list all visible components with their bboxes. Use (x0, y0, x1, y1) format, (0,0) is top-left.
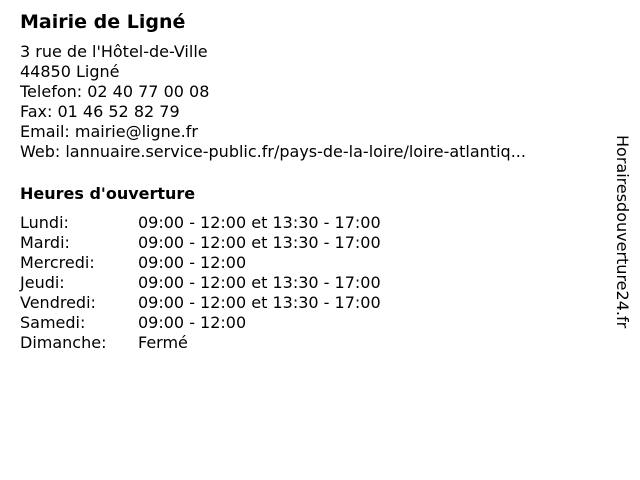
hours-day: Lundi: (20, 213, 69, 232)
hours-row (20, 233, 381, 253)
hours-day: Samedi: (20, 313, 86, 332)
business-card (20, 8, 600, 353)
hours-time: 09:00 - 12:00 et 13:30 - 17:00 (138, 273, 381, 292)
hours-day: Mercredi: (20, 253, 95, 272)
hours-time: 09:00 - 12:00 (138, 253, 247, 272)
hours-row (20, 313, 381, 333)
hours-row (20, 273, 381, 293)
hours-row (20, 213, 381, 233)
address-city: 44850 Ligné (20, 62, 120, 81)
hours-heading: Heures d'ouverture (20, 184, 196, 203)
hours-day: Dimanche: (20, 333, 107, 352)
page-title: Mairie de Ligné (20, 11, 186, 33)
site-watermark: Horairesdouverture24.fr (613, 135, 632, 329)
hours-time: Fermé (138, 333, 188, 352)
hours-day: Vendredi: (20, 293, 96, 312)
phone-line: Telefon: 02 40 77 00 08 (20, 82, 210, 101)
address-street: 3 rue de l'Hôtel-de-Ville (20, 42, 208, 61)
fax-line: Fax: 01 46 52 82 79 (20, 102, 180, 121)
hours-time: 09:00 - 12:00 et 13:30 - 17:00 (138, 293, 381, 312)
hours-time: 09:00 - 12:00 et 13:30 - 17:00 (138, 213, 381, 232)
hours-time: 09:00 - 12:00 (138, 313, 247, 332)
hours-table (20, 213, 381, 353)
web-line: Web: lannuaire.service-public.fr/pays-de-la-loire/loire-atlantiq... (20, 142, 526, 161)
hours-row (20, 333, 381, 353)
hours-row (20, 293, 381, 313)
hours-day: Mardi: (20, 233, 70, 252)
hours-row (20, 253, 381, 273)
hours-day: Jeudi: (20, 273, 65, 292)
hours-time: 09:00 - 12:00 et 13:30 - 17:00 (138, 233, 381, 252)
email-line: Email: mairie@ligne.fr (20, 122, 198, 141)
